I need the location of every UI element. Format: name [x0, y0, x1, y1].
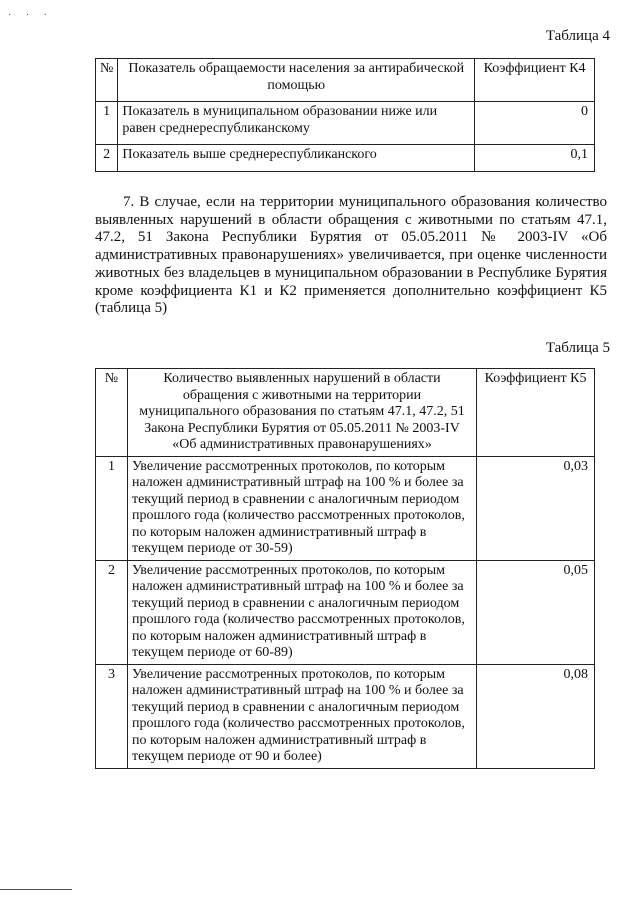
table4-row1-num: 1: [96, 102, 118, 145]
table5-row2-num: 2: [96, 560, 128, 664]
table4-header-indicator: Показатель обращаемости населения за антирабической помощью: [118, 59, 475, 102]
table4-row2-num: 2: [96, 145, 118, 172]
table4-label: Таблица 4: [545, 28, 610, 44]
table4-header-row: [96, 59, 595, 102]
table5-row3-text: Увеличение рассмотренных протоколов, по которым наложен административный штраф на 100 % и более за текущий период в сравнении с аналогичным периодом прошлого года (количество рассмотренных протоколов, по которым наложен административный штраф в текущем периоде от 90 и более): [127, 664, 476, 768]
table5: [95, 368, 595, 769]
table4-header-coef: Коэффициент К4: [475, 59, 595, 102]
table4-row2-value: 0,1: [475, 145, 595, 172]
table5-row3-num: 3: [96, 664, 128, 768]
table5-row1-value: 0,03: [477, 456, 595, 560]
table5-row3-value: 0,08: [477, 664, 595, 768]
table5-row2-value: 0,05: [477, 560, 595, 664]
table-row: [96, 456, 595, 560]
table-row: [96, 145, 595, 172]
table5-row1-num: 1: [96, 456, 128, 560]
table5-row1-text: Увеличение рассмотренных протоколов, по которым наложен административный штраф на 100 % и более за текущий период в сравнении с аналогичным периодом прошлого года (количество рассмотренных протоколов, по которым наложен административный штраф в текущем периоде от 30-59): [127, 456, 476, 560]
table-row: [96, 102, 595, 145]
table-row: [96, 664, 595, 768]
table4-row1-text: Показатель в муниципальном образовании ниже или равен среднереспубликанскому: [118, 102, 475, 145]
scan-specks: · · ·: [8, 10, 53, 21]
paragraph-7: 7. В случае, если на территории муниципального образования количество выявленных нарушений в области обращения с животными по статьям 47.1, 47.2, 51 Закона Республики Бурятия от 05.05.2011 № 2003-IV «Об административных правонарушениях» увеличивается, при оценке численности животных без владельцев в муниципальном образовании в Республике Бурятия кроме коэффициента К1 и К2 применяется дополнительно коэффициент К5 (таблица 5): [95, 194, 607, 317]
table-row: [96, 560, 595, 664]
footer-rule: [0, 889, 72, 890]
table4-header-num: №: [96, 59, 118, 102]
table4-row1-value: 0: [475, 102, 595, 145]
table5-header-row: [96, 369, 595, 457]
table5-header-coef: Коэффициент К5: [477, 369, 595, 457]
table5-label: Таблица 5: [545, 340, 610, 356]
table5-row2-text: Увеличение рассмотренных протоколов, по которым наложен административный штраф на 100 % и более за текущий период в сравнении с аналогичным периодом прошлого года (количество рассмотренных протоколов, по которым наложен административный штраф в текущем периоде от 60-89): [127, 560, 476, 664]
table5-header-indicator: Количество выявленных нарушений в области обращения с животными на территории муниципального образования по статьям 47.1, 47.2, 51 Закона Республики Бурятия от 05.05.2011 № 2003-IV «Об административных правонарушениях»: [127, 369, 476, 457]
table5-header-num: №: [96, 369, 128, 457]
table4: [95, 58, 595, 172]
table4-row2-text: Показатель выше среднереспубликанского: [118, 145, 475, 172]
